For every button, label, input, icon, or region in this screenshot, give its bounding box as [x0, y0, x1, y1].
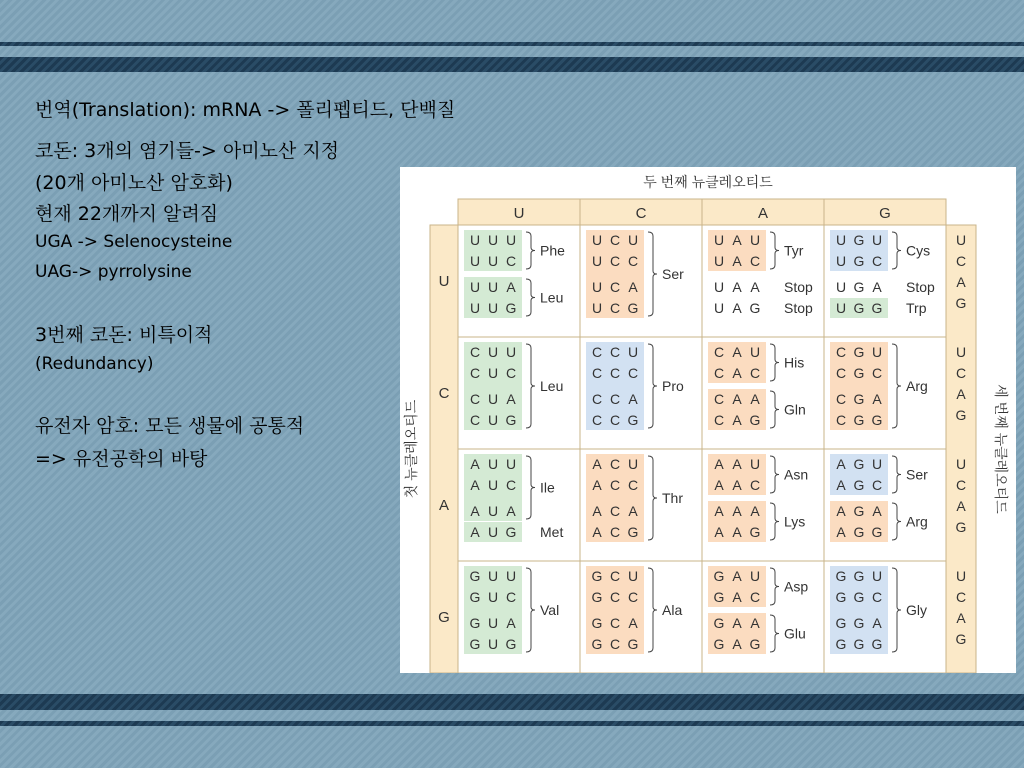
third-base-label: A — [956, 274, 966, 290]
codon-letter: U — [487, 412, 499, 428]
codon-letter: A — [732, 365, 742, 381]
codon-letter: U — [627, 344, 639, 360]
codon-letter: G — [749, 300, 761, 316]
codon-letter: U — [835, 279, 847, 295]
codon-letter: U — [591, 253, 603, 269]
line-redundancy: (Redundancy) — [35, 354, 154, 374]
codon-letter: A — [732, 300, 742, 316]
third-nucleotide-title: 세 번째 뉴클레오티드 — [993, 384, 1009, 514]
codon-letter: G — [853, 503, 865, 519]
first-base-label: C — [438, 385, 450, 402]
codon-letter: U — [835, 253, 847, 269]
codon-letter: C — [469, 344, 481, 360]
first-nucleotide-column — [430, 225, 458, 673]
codon-letter: C — [609, 636, 621, 652]
codon-letter: U — [749, 568, 761, 584]
first-base-label: U — [438, 273, 450, 290]
codon-letter: C — [627, 365, 639, 381]
codon-letter: G — [505, 636, 517, 652]
codon-letter: U — [591, 279, 603, 295]
amino-acid-label: Leu — [540, 289, 564, 306]
codon-letter: G — [853, 589, 865, 605]
codon-letter: C — [609, 253, 621, 269]
codon-letter: C — [713, 344, 725, 360]
codon-letter: G — [591, 589, 603, 605]
codon-letter: A — [836, 524, 846, 540]
codon-letter: U — [487, 503, 499, 519]
codon-letter: A — [732, 344, 742, 360]
codon-brace — [892, 456, 901, 493]
codon-brace — [526, 232, 535, 269]
codon-letter: A — [836, 477, 846, 493]
codon-letter: A — [506, 391, 516, 407]
second-base-label: C — [635, 205, 647, 222]
codon-letter: A — [470, 477, 480, 493]
codon-brace — [648, 344, 657, 428]
amino-acid-label: Ile — [540, 479, 555, 496]
amino-acid-label: Ser — [662, 266, 684, 282]
codon-letter: C — [627, 253, 639, 269]
codon-letter: G — [853, 365, 865, 381]
codon-letter: G — [853, 456, 865, 472]
codon-letter: G — [591, 636, 603, 652]
codon-letter: C — [505, 365, 517, 381]
codon-letter: U — [487, 636, 499, 652]
codon-letter: C — [835, 412, 847, 428]
codon-letter: A — [836, 456, 846, 472]
codon-letter: U — [871, 344, 883, 360]
codon-letter: C — [609, 232, 621, 248]
codon-letter: U — [487, 477, 499, 493]
line-uag: UAG-> pyrrolysine — [35, 262, 192, 282]
codon-letter: U — [487, 365, 499, 381]
codon-letter: G — [871, 524, 883, 540]
codon-letter: C — [871, 589, 883, 605]
codon-letter: U — [505, 344, 517, 360]
codon-letter: A — [714, 456, 724, 472]
codon-letter: G — [505, 524, 517, 540]
codon-letter: G — [713, 636, 725, 652]
codon-letter: U — [487, 391, 499, 407]
codon-letter: C — [609, 391, 621, 407]
codon-letter: U — [487, 615, 499, 631]
codon-brace — [526, 456, 535, 519]
codon-letter: C — [627, 589, 639, 605]
codon-letter: G — [591, 568, 603, 584]
codon-letter: C — [591, 391, 603, 407]
codon-letter: U — [487, 344, 499, 360]
codon-brace — [648, 568, 657, 652]
line-universal-code: 유전자 암호: 모든 생물에 공통적 — [35, 415, 305, 437]
codon-letter: A — [732, 568, 742, 584]
codon-brace — [892, 344, 901, 428]
codon-letter: G — [871, 300, 883, 316]
third-base-label: C — [955, 477, 967, 493]
codon-letter: A — [750, 391, 760, 407]
third-base-label: U — [955, 232, 967, 248]
codon-letter: G — [627, 300, 639, 316]
codon-letter: G — [853, 477, 865, 493]
codon-letter: A — [750, 615, 760, 631]
codon-letter: G — [591, 615, 603, 631]
codon-letter: C — [609, 568, 621, 584]
codon-letter: U — [505, 456, 517, 472]
third-base-label: C — [955, 365, 967, 381]
amino-acid-label: Lys — [784, 513, 806, 530]
codon-brace — [770, 344, 779, 381]
codon-letter: A — [750, 503, 760, 519]
codon-letter: G — [627, 412, 639, 428]
codon-brace — [770, 568, 779, 605]
codon-letter: U — [505, 232, 517, 248]
codon-letter: A — [506, 615, 516, 631]
codon-brace — [526, 279, 535, 316]
amino-acid-label: Arg — [906, 513, 928, 530]
codon-letter: A — [628, 503, 638, 519]
genetic-code-svg — [400, 167, 1016, 673]
codon-letter: A — [714, 524, 724, 540]
codon-letter: A — [732, 279, 742, 295]
second-nucleotide-title: 두 번째 뉴클레오티드 — [643, 174, 773, 190]
first-base-label: G — [438, 609, 450, 626]
codon-letter: C — [505, 589, 517, 605]
codon-letter: U — [469, 232, 481, 248]
amino-acid-label: Gln — [784, 401, 806, 418]
amino-acid-label: Val — [540, 602, 560, 618]
amino-acid-label: Asn — [784, 466, 809, 483]
amino-acid-label: Glu — [784, 625, 806, 642]
codon-letter: C — [505, 477, 517, 493]
codon-letter: G — [835, 589, 847, 605]
codon-letter: A — [470, 503, 480, 519]
codon-brace — [770, 615, 779, 652]
codon-letter: C — [609, 300, 621, 316]
line-uga: UGA -> Selenocysteine — [35, 232, 233, 252]
codon-letter: C — [609, 365, 621, 381]
amino-acid-label: Met — [540, 524, 564, 540]
codon-letter: A — [592, 456, 602, 472]
codon-letter: C — [627, 477, 639, 493]
line-22-known: 현재 22개까지 알려짐 — [35, 203, 219, 225]
third-base-label: G — [955, 295, 967, 311]
codon-letter: G — [749, 412, 761, 428]
codon-letter: A — [732, 253, 742, 269]
codon-letter: U — [749, 456, 761, 472]
third-base-label: A — [956, 610, 966, 626]
codon-letter: A — [732, 615, 742, 631]
codon-letter: A — [506, 503, 516, 519]
codon-letter: C — [469, 412, 481, 428]
codon-letter: U — [591, 300, 603, 316]
codon-letter: U — [835, 300, 847, 316]
codon-letter: A — [732, 456, 742, 472]
codon-letter: G — [853, 279, 865, 295]
amino-acid-label: Ser — [906, 466, 928, 483]
codon-letter: A — [628, 391, 638, 407]
third-base-label: A — [956, 498, 966, 514]
codon-letter: A — [592, 503, 602, 519]
codon-letter: A — [592, 477, 602, 493]
codon-letter: G — [871, 412, 883, 428]
codon-letter: G — [853, 636, 865, 652]
codon-letter: U — [871, 456, 883, 472]
amino-acid-label: Pro — [662, 378, 684, 394]
codon-letter: G — [853, 412, 865, 428]
codon-letter: C — [469, 391, 481, 407]
codon-letter: A — [628, 279, 638, 295]
codon-letter: C — [609, 477, 621, 493]
codon-letter: G — [627, 524, 639, 540]
codon-letter: A — [872, 279, 882, 295]
codon-letter: C — [749, 253, 761, 269]
codon-letter: U — [627, 456, 639, 472]
codon-letter: U — [469, 279, 481, 295]
codon-letter: G — [853, 568, 865, 584]
codon-letter: C — [835, 391, 847, 407]
codon-letter: A — [628, 615, 638, 631]
codon-letter: A — [470, 524, 480, 540]
third-base-label: G — [955, 407, 967, 423]
third-nucleotide-column — [946, 225, 976, 673]
amino-acid-label: Leu — [540, 378, 564, 394]
codon-letter: A — [872, 503, 882, 519]
amino-acid-label: Gly — [906, 602, 927, 618]
codon-letter: C — [609, 503, 621, 519]
codon-letter: U — [713, 253, 725, 269]
codon-letter: G — [713, 568, 725, 584]
codon-letter: A — [872, 615, 882, 631]
second-base-label: U — [513, 205, 525, 222]
codon-letter: U — [713, 300, 725, 316]
codon-brace — [648, 232, 657, 316]
codon-letter: U — [713, 232, 725, 248]
third-base-label: U — [955, 568, 967, 584]
codon-letter: C — [749, 477, 761, 493]
codon-letter: G — [853, 524, 865, 540]
codon-letter: G — [749, 524, 761, 540]
line-third-codon: 3번째 코돈: 비특이적 — [35, 324, 213, 346]
codon-letter: U — [487, 232, 499, 248]
third-base-label: G — [955, 631, 967, 647]
amino-acid-label: Asp — [784, 578, 809, 595]
codon-letter: G — [713, 589, 725, 605]
codon-letter: G — [871, 636, 883, 652]
codon-letter: A — [732, 524, 742, 540]
codon-letter: C — [609, 456, 621, 472]
third-base-label: G — [955, 519, 967, 535]
codon-letter: G — [627, 636, 639, 652]
codon-letter: A — [732, 636, 742, 652]
codon-letter: C — [609, 524, 621, 540]
genetic-code-table — [400, 167, 1016, 673]
codon-letter: C — [609, 279, 621, 295]
codon-letter: G — [469, 615, 481, 631]
codon-letter: G — [469, 636, 481, 652]
codon-brace — [892, 568, 901, 652]
codon-letter: G — [835, 615, 847, 631]
amino-acid-label: Trp — [906, 300, 927, 316]
codon-letter: C — [609, 412, 621, 428]
codon-letter: C — [835, 365, 847, 381]
codon-letter: A — [714, 477, 724, 493]
codon-letter: C — [749, 589, 761, 605]
amino-acid-label: Phe — [540, 242, 565, 259]
codon-letter: A — [592, 524, 602, 540]
codon-letter: U — [627, 568, 639, 584]
codon-letter: C — [713, 412, 725, 428]
codon-letter: U — [487, 300, 499, 316]
codon-letter: A — [732, 589, 742, 605]
codon-letter: G — [853, 232, 865, 248]
top-border-thin — [0, 42, 1024, 46]
third-base-label: C — [955, 589, 967, 605]
second-base-label: G — [879, 205, 891, 222]
bottom-border-thin — [0, 721, 1024, 726]
codon-letter: G — [749, 636, 761, 652]
codon-letter: U — [835, 232, 847, 248]
codon-letter: C — [469, 365, 481, 381]
codon-letter: G — [505, 300, 517, 316]
amino-acid-label: Stop — [784, 279, 813, 295]
codon-letter: C — [871, 253, 883, 269]
codon-letter: U — [469, 253, 481, 269]
amino-acid-label: Cys — [906, 242, 931, 259]
codon-brace — [770, 391, 779, 428]
codon-letter: U — [591, 232, 603, 248]
codon-letter: G — [853, 615, 865, 631]
codon-letter: G — [469, 568, 481, 584]
codon-brace — [526, 344, 535, 428]
codon-brace — [770, 232, 779, 269]
codon-letter: A — [732, 412, 742, 428]
codon-brace — [892, 503, 901, 540]
codon-letter: G — [505, 412, 517, 428]
codon-letter: G — [835, 568, 847, 584]
line-20-amino-acids: (20개 아미노산 암호화) — [35, 172, 233, 194]
codon-letter: C — [609, 344, 621, 360]
codon-letter: C — [609, 615, 621, 631]
codon-letter: G — [853, 300, 865, 316]
codon-letter: G — [469, 589, 481, 605]
codon-letter: G — [835, 636, 847, 652]
codon-letter: A — [872, 391, 882, 407]
third-base-label: A — [956, 386, 966, 402]
amino-acid-label: Stop — [906, 279, 935, 295]
amino-acid-label: Tyr — [784, 242, 804, 259]
codon-letter: C — [835, 344, 847, 360]
codon-letter: U — [487, 253, 499, 269]
line-translation: 번역(Translation): mRNA -> 폴리펩티드, 단백질 — [35, 99, 456, 121]
third-base-label: U — [955, 456, 967, 472]
codon-letter: U — [871, 232, 883, 248]
codon-letter: A — [506, 279, 516, 295]
amino-acid-label: Ala — [662, 602, 683, 618]
codon-letter: C — [749, 365, 761, 381]
codon-letter: U — [487, 524, 499, 540]
codon-letter: G — [853, 253, 865, 269]
codon-letter: A — [732, 503, 742, 519]
amino-acid-label: Thr — [662, 490, 683, 506]
codon-brace — [770, 503, 779, 540]
codon-brace — [648, 456, 657, 540]
codon-letter: U — [487, 279, 499, 295]
codon-letter: U — [871, 568, 883, 584]
amino-acid-label: Stop — [784, 300, 813, 316]
line-genetic-engineering: => 유전공학의 바탕 — [35, 448, 208, 470]
codon-letter: C — [871, 477, 883, 493]
codon-brace — [892, 232, 901, 269]
codon-letter: C — [609, 589, 621, 605]
codon-letter: A — [750, 279, 760, 295]
amino-acid-label: His — [784, 354, 805, 371]
codon-letter: U — [713, 279, 725, 295]
codon-letter: C — [713, 391, 725, 407]
first-nucleotide-title: 첫 뉴클레오티드 — [403, 399, 419, 499]
codon-letter: A — [732, 477, 742, 493]
codon-letter: A — [732, 391, 742, 407]
codon-letter: A — [732, 232, 742, 248]
codon-letter: C — [591, 412, 603, 428]
second-base-label: A — [757, 205, 769, 222]
codon-letter: C — [713, 365, 725, 381]
codon-letter: U — [487, 589, 499, 605]
codon-letter: A — [470, 456, 480, 472]
codon-letter: G — [853, 391, 865, 407]
codon-letter: U — [487, 568, 499, 584]
codon-brace — [770, 456, 779, 493]
bottom-border-thick — [0, 694, 1024, 710]
third-base-label: C — [955, 253, 967, 269]
codon-letter: C — [505, 253, 517, 269]
top-border-thick — [0, 57, 1024, 72]
codon-letter: U — [505, 568, 517, 584]
codon-letter: U — [469, 300, 481, 316]
amino-acid-label: Arg — [906, 378, 928, 394]
codon-letter: U — [627, 232, 639, 248]
codon-letter: A — [714, 503, 724, 519]
codon-letter: C — [591, 365, 603, 381]
codon-letter: C — [591, 344, 603, 360]
first-base-label: A — [438, 497, 450, 514]
codon-letter: C — [871, 365, 883, 381]
third-base-label: U — [955, 344, 967, 360]
codon-brace — [526, 568, 535, 652]
codon-letter: G — [853, 344, 865, 360]
codon-letter: U — [487, 456, 499, 472]
codon-letter: U — [749, 344, 761, 360]
codon-letter: A — [836, 503, 846, 519]
codon-letter: U — [749, 232, 761, 248]
line-codon: 코돈: 3개의 염기들-> 아미노산 지정 — [35, 140, 340, 162]
codon-letter: G — [713, 615, 725, 631]
